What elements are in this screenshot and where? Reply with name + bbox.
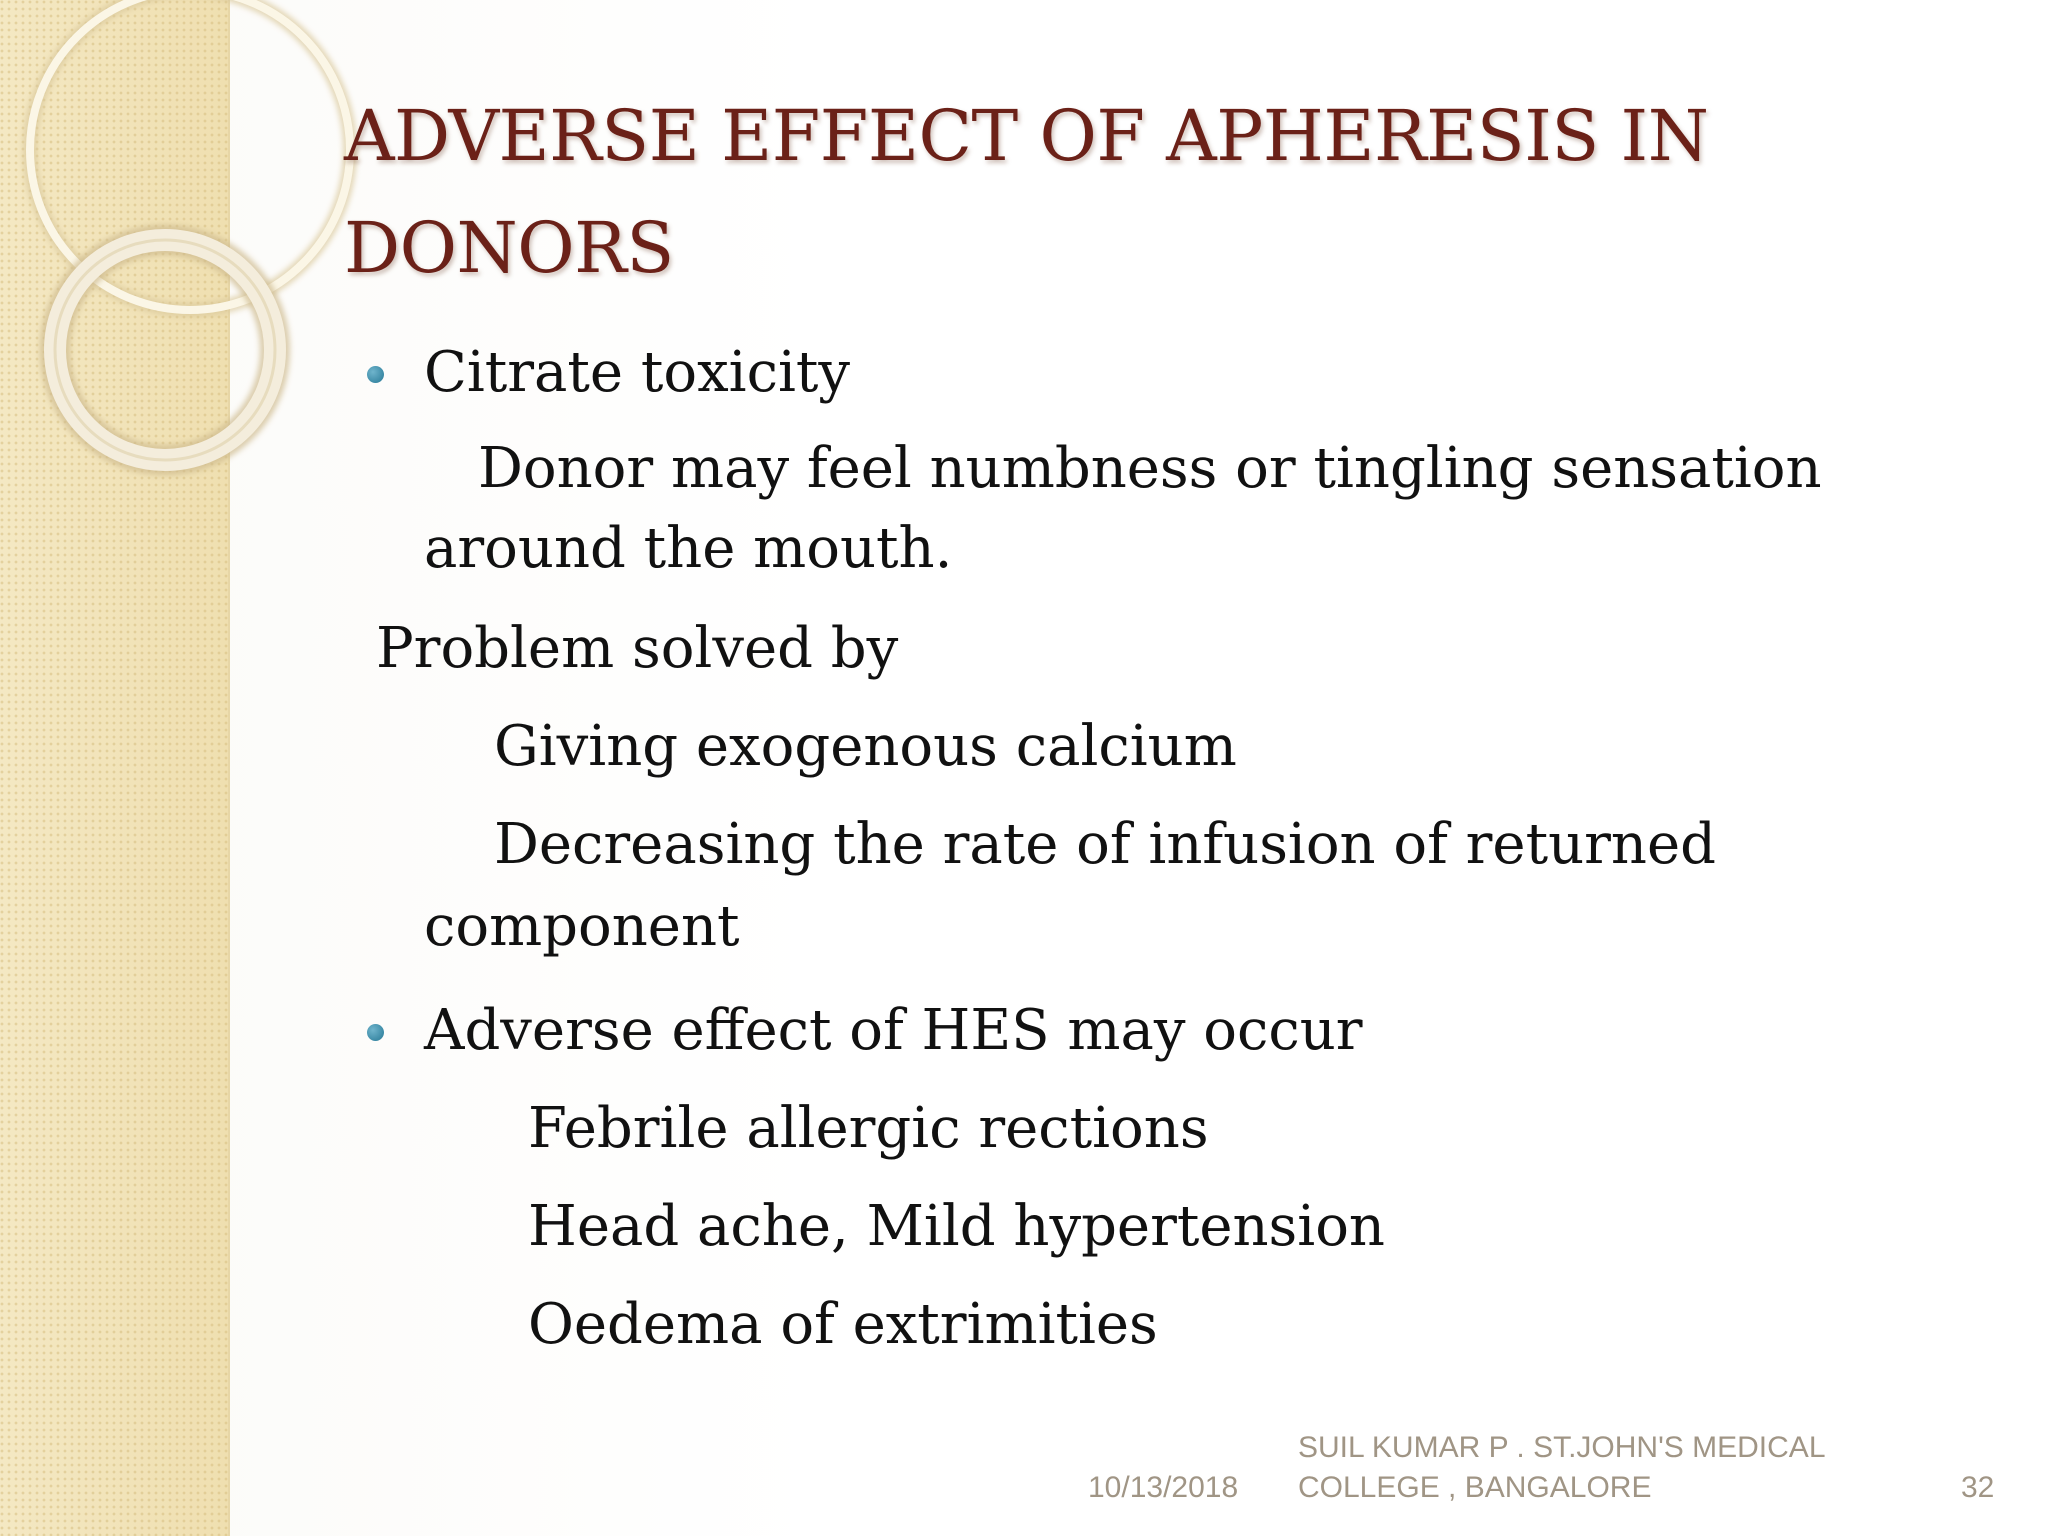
citrate-description-line-1: Donor may feel numbness or tingling sensation <box>478 436 1822 501</box>
citrate-description-line-2: around the mouth. <box>424 516 953 581</box>
decorative-side-panel <box>0 0 230 1536</box>
footer-author <box>1298 1428 1826 1508</box>
solution-infusion-rate-line-1: Decreasing the rate of infusion of returned <box>494 812 1716 877</box>
bullet-hes-adverse-effect: Adverse effect of HES may occur <box>424 998 1363 1063</box>
solution-infusion-rate-line-2: component <box>424 894 740 959</box>
footer-date: 10/13/2018 <box>1088 1471 1239 1504</box>
hes-effect-oedema: Oedema of extrimities <box>528 1292 1158 1357</box>
title-line-1: ADVERSE EFFECT OF APHERESIS IN <box>344 95 1709 177</box>
footer-author-line-1: SUIL KUMAR P . ST.JOHN'S MEDICAL <box>1298 1431 1826 1464</box>
slide-title <box>344 80 1904 304</box>
bullet-citrate-toxicity: Citrate toxicity <box>424 340 850 405</box>
slide-number: 32 <box>1961 1471 1995 1504</box>
solution-calcium: Giving exogenous calcium <box>494 714 1237 779</box>
title-line-2: DONORS <box>344 207 674 289</box>
footer-author-line-2: COLLEGE , BANGALORE <box>1298 1471 1652 1504</box>
bullet-icon <box>367 1024 384 1041</box>
hes-effect-febrile: Febrile allergic rections <box>528 1096 1209 1161</box>
bullet-icon <box>367 366 384 383</box>
hes-effect-headache: Head ache, Mild hypertension <box>528 1194 1385 1259</box>
problem-solved-heading: Problem solved by <box>376 616 899 681</box>
